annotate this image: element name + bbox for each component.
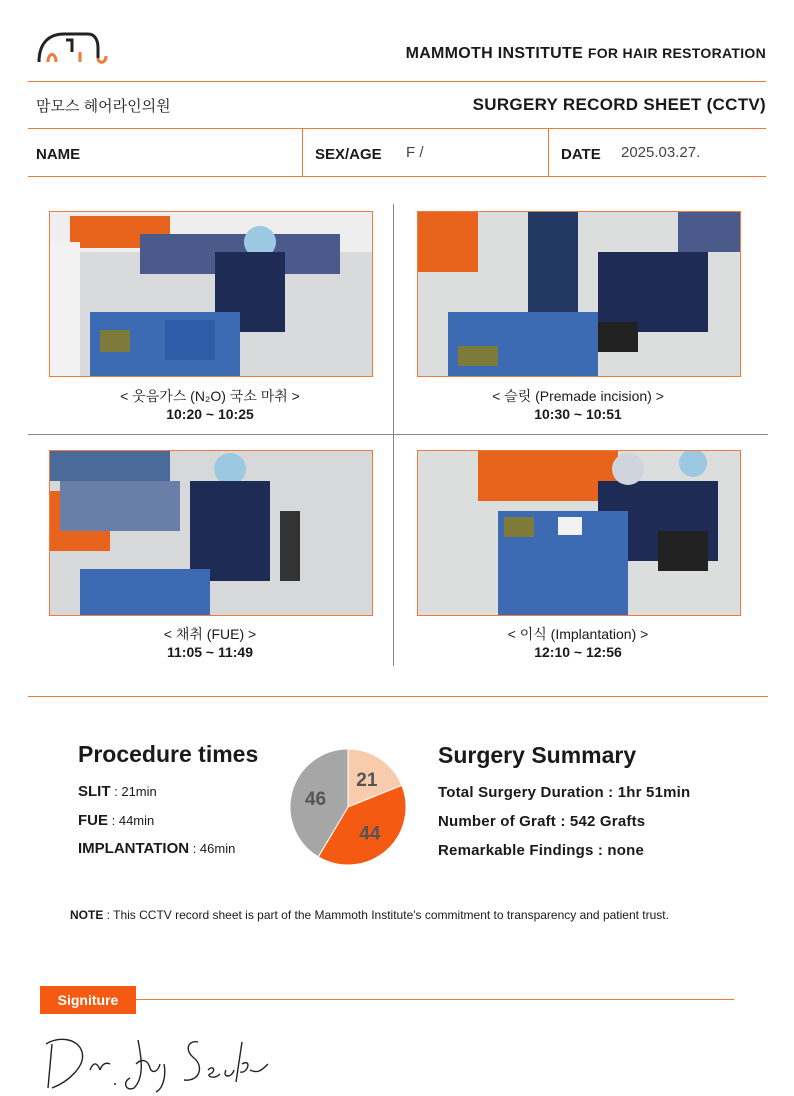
institute-name [406, 45, 766, 63]
sheet-title: SURGERY RECORD SHEET (CCTV) [472, 95, 766, 114]
step-time: 10:20 ~ 10:25 [166, 406, 254, 422]
grid-divider [28, 434, 768, 435]
step-title: < 슬릿 (Premade incision) > [492, 388, 664, 404]
procedure-pie-chart [287, 746, 409, 868]
sexage-value: F / [406, 144, 424, 161]
procedure-item [78, 783, 157, 800]
note-label: NOTE [70, 908, 104, 922]
summary-findings: Remarkable Findings : none [438, 842, 645, 859]
step-time: 10:30 ~ 10:51 [534, 406, 622, 422]
pie-data-label: 21 [356, 770, 378, 792]
procedure-value: : 46min [189, 841, 236, 856]
procedure-label: IMPLANTATION [78, 840, 190, 857]
divider [28, 81, 766, 82]
divider [28, 176, 766, 177]
divider [28, 696, 768, 697]
clinic-korean-name: 맘모스 헤어라인의원 [36, 98, 171, 115]
grid-divider [393, 204, 394, 666]
step-caption [45, 387, 375, 423]
step-caption [413, 625, 743, 661]
note-text: : This CCTV record sheet is part of the Mammoth Institute's commitment to transparency and patient trust. [103, 908, 669, 922]
step-title: < 채취 (FUE) > [163, 626, 257, 642]
cctv-photo-slit [417, 211, 741, 377]
institute-main: MAMMOTH INSTITUTE [405, 45, 584, 62]
step-title: < 웃음가스 (N₂O) 국소 마취 > [120, 388, 300, 404]
procedure-item [78, 840, 235, 857]
procedure-label: SLIT [78, 783, 111, 800]
surgery-summary-heading: Surgery Summary [438, 742, 637, 768]
mammoth-logo-icon [36, 28, 108, 66]
handwritten-signature [38, 1030, 298, 1094]
note [70, 908, 669, 922]
name-label: NAME [36, 146, 81, 163]
sexage-label: SEX/AGE [315, 146, 382, 163]
cctv-photo-fue [49, 450, 373, 616]
divider [302, 129, 303, 176]
date-value: 2025.03.27. [621, 144, 701, 161]
step-caption [413, 387, 743, 423]
signature-badge: Signiture [40, 986, 136, 1014]
pie-data-label: 46 [304, 789, 327, 811]
pie-data-label: 44 [359, 823, 381, 845]
procedure-item [78, 812, 154, 829]
step-caption [45, 625, 375, 661]
date-label: DATE [561, 146, 601, 163]
summary-duration: Total Surgery Duration : 1hr 51min [438, 784, 691, 801]
summary-grafts: Number of Graft : 542 Grafts [438, 813, 646, 830]
cctv-photo-anesthesia [49, 211, 373, 377]
institute-sub: FOR HAIR RESTORATION [587, 45, 766, 61]
signature-line [136, 999, 734, 1000]
divider [548, 129, 549, 176]
divider [28, 128, 766, 129]
procedure-times-heading: Procedure times [78, 741, 259, 767]
procedure-value: : 21min [110, 784, 157, 799]
cctv-photo-implantation [417, 450, 741, 616]
procedure-label: FUE [78, 812, 108, 829]
step-time: 11:05 ~ 11:49 [166, 644, 254, 660]
step-time: 12:10 ~ 12:56 [534, 644, 622, 660]
procedure-value: : 44min [108, 813, 155, 828]
step-title: < 이식 (Implantation) > [507, 626, 649, 642]
